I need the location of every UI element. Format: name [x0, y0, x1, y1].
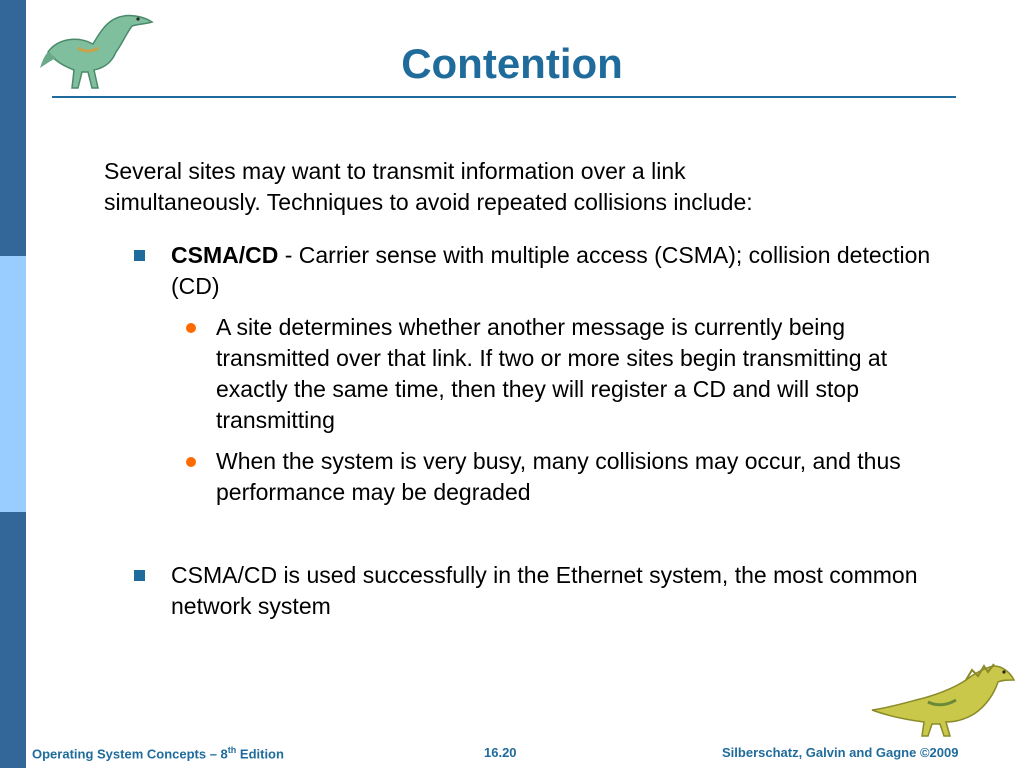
- bullet-bold-term: CSMA/CD: [171, 242, 279, 268]
- intro-line-1: Several sites may want to transmit information over a link: [104, 158, 686, 184]
- footer-book-title-prefix: Operating System Concepts – 8: [32, 746, 228, 762]
- dot-bullet-icon: [186, 457, 196, 467]
- list-item: [134, 240, 934, 302]
- footer-book-title-suffix: Edition: [236, 746, 284, 762]
- footer-edition-sup: th: [227, 745, 237, 755]
- intro-paragraph: [104, 156, 924, 218]
- title-divider: [52, 96, 956, 98]
- dot-bullet-icon: [186, 323, 196, 333]
- footer-book-title: [32, 745, 284, 761]
- sidebar-segment-bottom: [0, 512, 26, 768]
- bullet-text: [171, 240, 934, 302]
- left-sidebar: [0, 0, 26, 768]
- sub-list-item: [186, 312, 946, 436]
- footer-page-number: 16.20: [484, 745, 517, 760]
- dinosaur-logo-bottom-icon: [868, 658, 1018, 740]
- square-bullet-icon: [134, 250, 145, 261]
- bullet-text: CSMA/CD is used successfully in the Ethernet system, the most common network system: [171, 562, 918, 619]
- bullet-body: - Carrier sense with multiple access (CSMA); collision detection (CD): [171, 242, 931, 299]
- sub-bullet-text: A site determines whether another message is currently being transmitted over that link. If two or more sites begin transmitting at exactly the same time, then they will register a CD and will stop transmitting: [216, 314, 888, 433]
- intro-line-2: simultaneously. Techniques to avoid repeated collisions include:: [104, 189, 753, 215]
- list-item: [134, 560, 934, 622]
- slide-title: Contention: [401, 40, 623, 87]
- square-bullet-icon: [134, 570, 145, 581]
- sub-bullet-text: When the system is very busy, many collisions may occur, and thus performance may be degraded: [216, 448, 901, 505]
- sub-list-item: [186, 446, 946, 508]
- footer-authors: Silberschatz, Galvin and Gagne ©2009: [722, 745, 959, 760]
- sidebar-segment-middle: [0, 256, 26, 512]
